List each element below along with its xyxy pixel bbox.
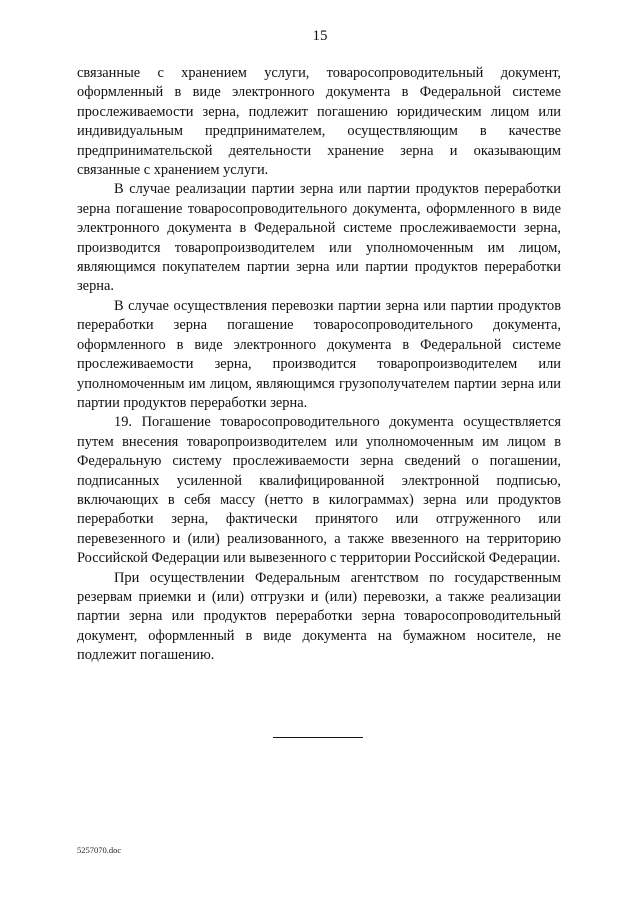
paragraph-transport-redemption: В случае осуществления перевозки партии зерна или партии продуктов переработки зерна погашение товаросопроводительного документа, оформленного в виде электронного документа в Федеральной системе прослеживаемости зерна, производится товаропроизводителем или уполномоченным им лицом, являющимся грузополучателем партии зерна или партии продуктов переработки зерна. xyxy=(77,297,561,411)
document-body xyxy=(77,64,561,666)
paragraph-sale-redemption: В случае реализации партии зерна или партии продуктов переработки зерна погашение товаросопроводительного документа, оформленного в виде электронного документа в Федеральной системе прослеживаемости зерна, производится товаропроизводителем или уполномоченным им лицом, являющимся покупателем партии зерна или партии продуктов переработки зерна. xyxy=(77,181,561,295)
paragraph-state-reserves: При осуществлении Федеральным агентством по государственным резервам приемки и (или) отгрузки и (или) перевозки, а также реализации партии зерна или продуктов переработки зерна товаросопроводительный документ, оформленный в виде документа на бумажном носителе, не подлежит погашению. xyxy=(77,569,561,664)
page-number: 15 xyxy=(312,28,328,44)
paragraph-clause-19: 19. Погашение товаросопроводительного документа осуществляется путем внесения товаропроизводителем или уполномоченным им лицом в Федеральную систему прослеживаемости зерна сведений о погашении, подписанных усиленной квалифицированной электронной подписью, включающих в себя массу (нетто в килограммах) зерна или продуктов переработки зерна, фактически принятого или отгруженного или перевезенного и (или) реализованного, а также ввезенного на территорию Российской Федерации или вывезенного с территории Российской Федерации. xyxy=(77,414,561,567)
end-separator-line xyxy=(273,737,363,738)
paragraph-continuation: связанные с хранением услуги, товаросопроводительный документ, оформленный в виде электронного документа в Федеральной системе прослеживаемости зерна, подлежит погашению юридическим лицом или индивидуальным предпринимателем, осуществляющим в качестве предпринимательской деятельности хранение зерна и оказывающим связанные с хранением услуги. xyxy=(77,65,561,179)
file-reference: 5257070.doc xyxy=(77,845,122,855)
